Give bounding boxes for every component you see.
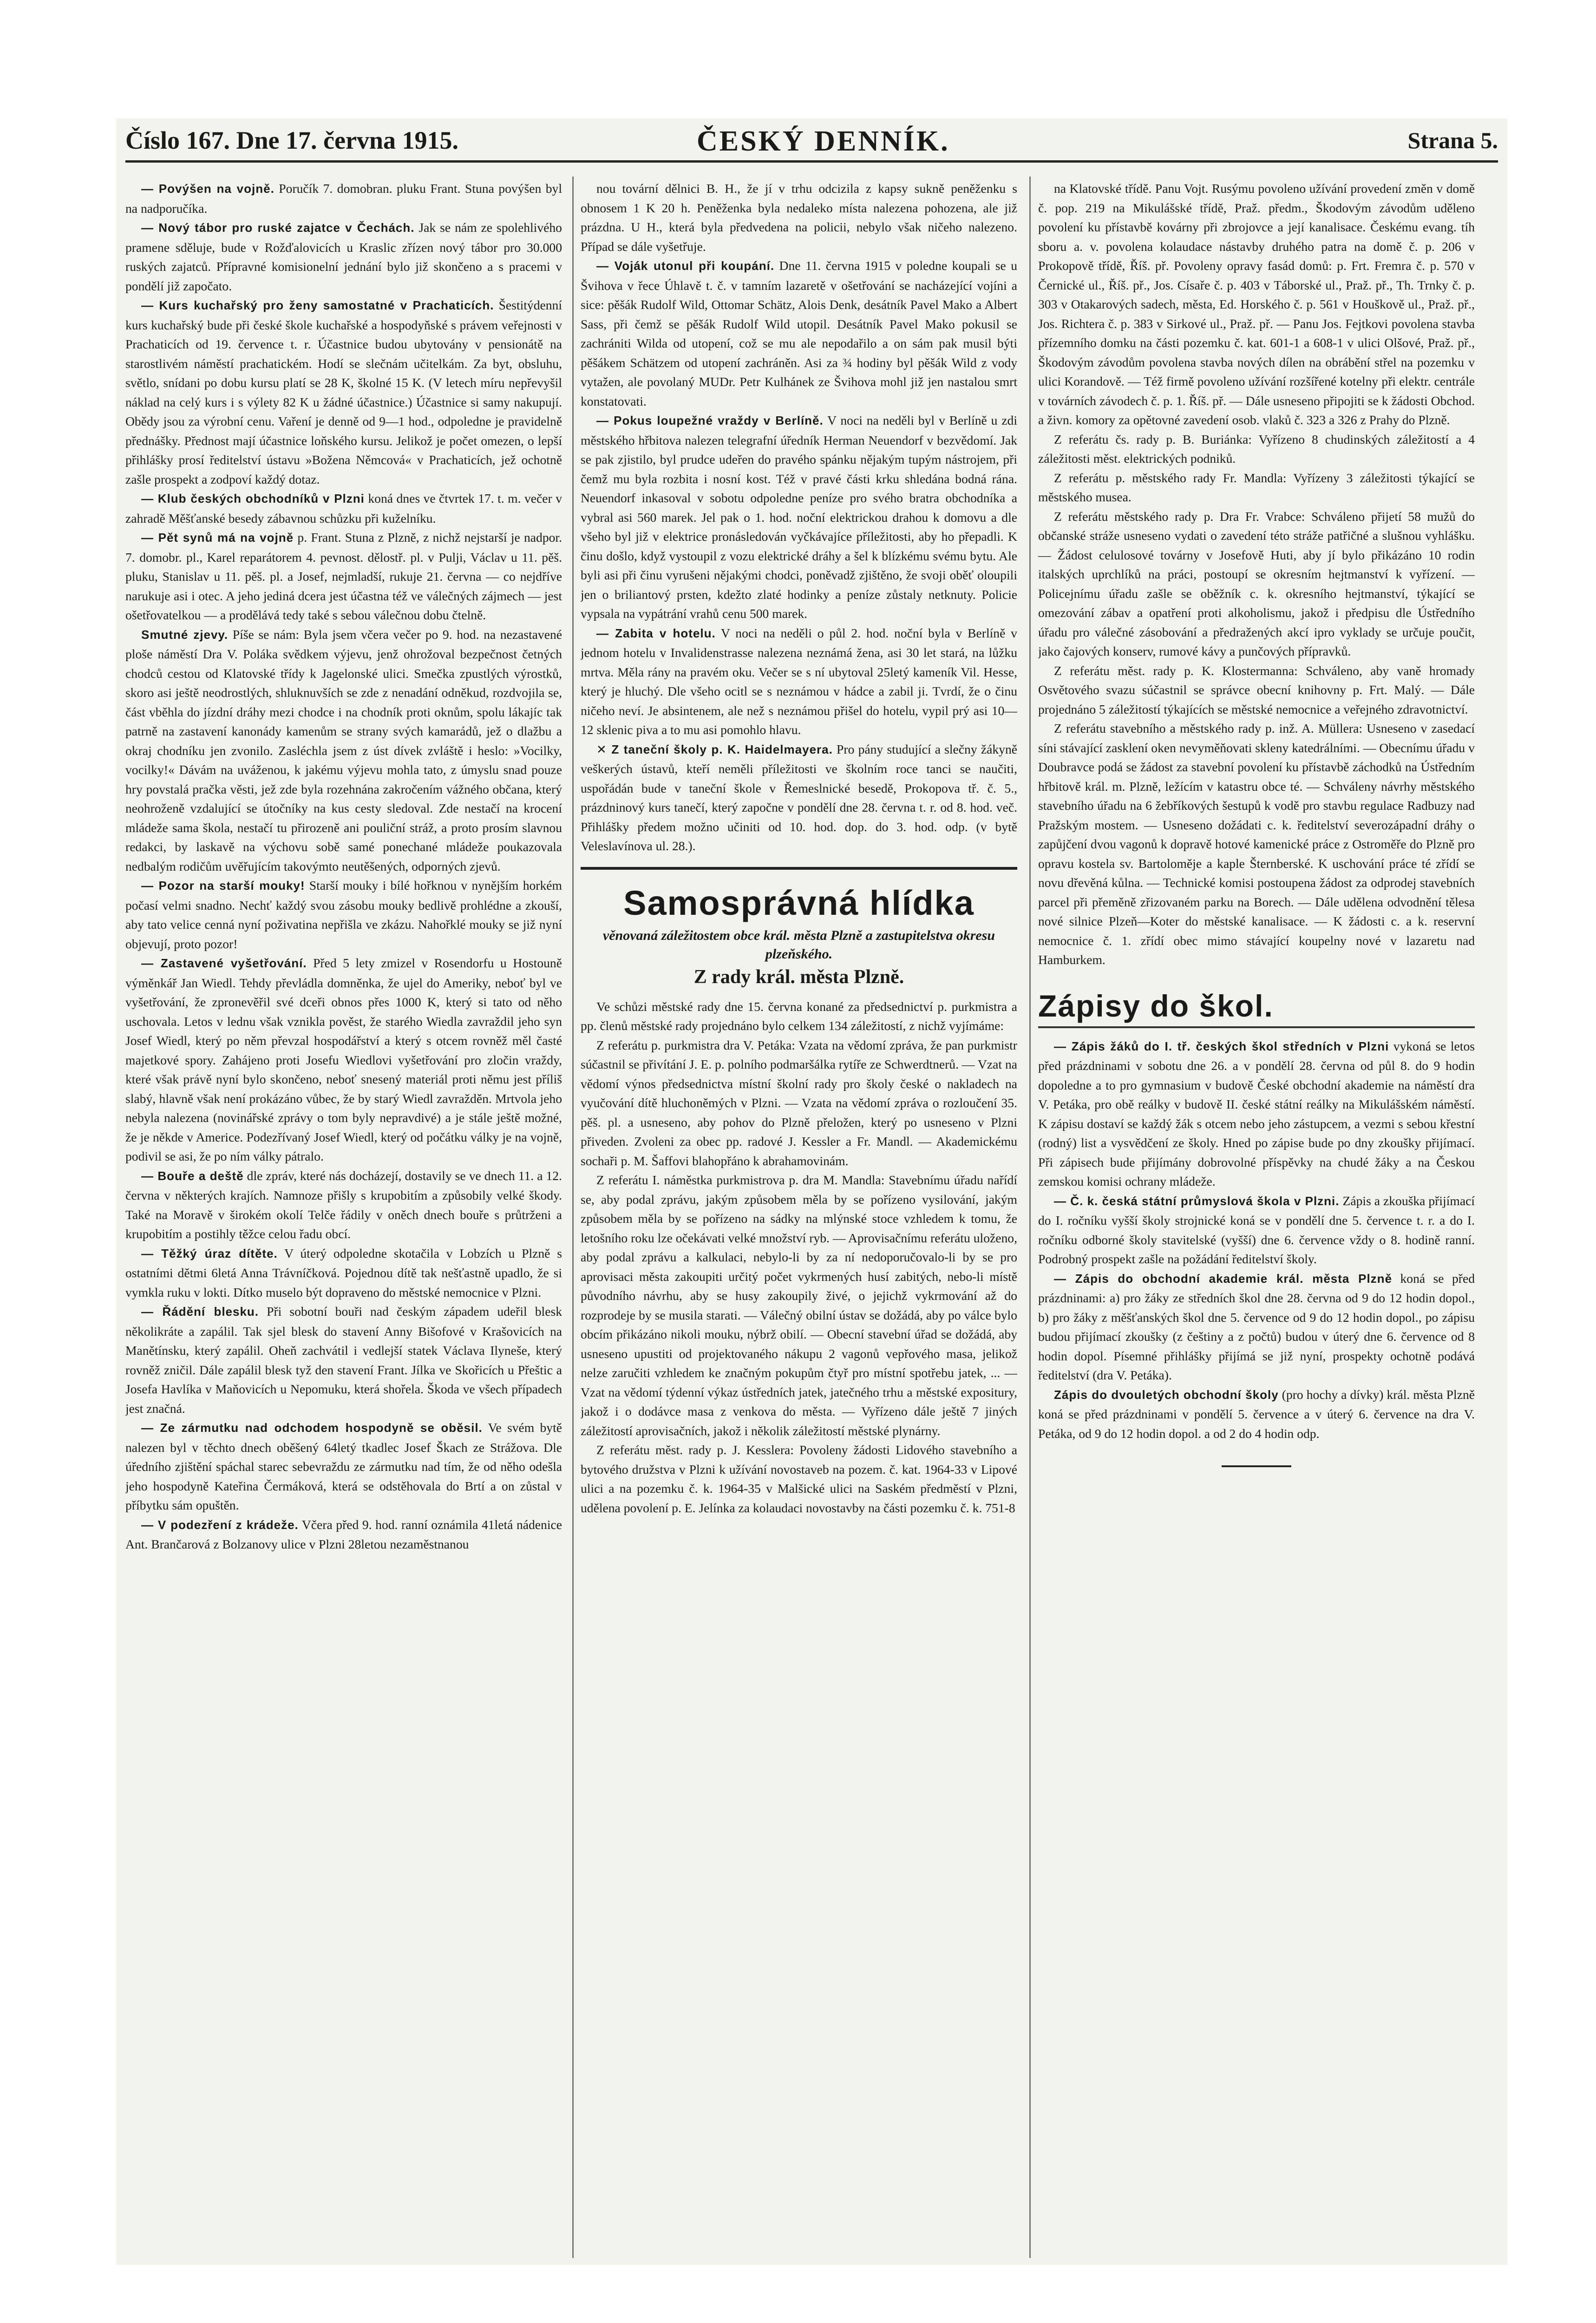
- article-paragraph: [1038, 1385, 1475, 1444]
- article-paragraph: [1038, 1037, 1475, 1191]
- article-text: Z referátu stavebního a městského rady p. inž. A. Müllera: Usneseno v zasedací síni stávající zasklení oken nevyměňovati skleny katedrálními. — Obecnímu úřadu v Doubravce podá se žádost za stavební povolení ku přístavbě záchodků na Ústředním hřbitově král. m. Plzně, ležícím v katastru obce té. — Schváleny návrhy městského stavebního úřadu na 6 žebříkových šestupů k vodě pro stavbu regulace Radbuzy nad Pražským mostem. — Usneseno dožádati c. k. ředitelství severozápadní dráhy o zapůjčení dvou vagonů k dopravě hotové kamenické práce z Ostroměře do Plzně pro opravu kostela sv. Bartoloměje a kaple Šternberské. K uschování práce té zřídí se novu dřevěná kůlna. — Technické komisi postoupena žádost za odprodej stavebních parcel při přeměně zřizovaném parku na Borech. — Dále udělena odvodnění tělesa nové silnice Plzeň—Koter do městské kanalisace. — K žádosti c. a k. reservní nemocnice č. 1. zřídí obec mimo stávající koupelny nové v lazaretu nad Hamburkem.: [1038, 721, 1475, 967]
- article-text: V noci na neděli byl v Berlíně u zdi městského hřbitova nalezen telegrafní úředník Herman Neuendorf v bezvědomí. Jak se pak zjistilo, byl prudce udeřen do pravého spánku nějakým tupým nástrojem, při čemž mu byla rozbita i nosní kost. Též v pravé části krku shledána bodná rána. Neuendorf inkasoval v sobotu odpoledne peníze pro svého bratra obchodníka a vybral asi 560 marek. Jel pak o 1. hod. noční elektrickou drahou k domovu a dle všeho byl již v elektrice pronásledován vyčkávajíce příležitosti, aby ho přepadli. K činu došlo, když vystoupil z vozu elektrické dráhy a šel k blízkému svému bytu. Ale byli asi při činu vyrušeni nějakými chodci, poněvadž zjištěno, že svoji oběť oloupili jen o briliantový prsten, kdežto zlaté hodinky a peníze zůstaly netknuty. Policie vypsala na vypátrání vrahů cenu 500 marek.: [581, 413, 1017, 621]
- article-paragraph: [1038, 507, 1475, 661]
- article-headline: — Těžký úraz dítěte.: [141, 1246, 278, 1260]
- article-paragraph: [581, 1170, 1017, 1440]
- article-text: Ve schůzi městské rady dne 15. června konané za předsednictví p. purkmistra a pp. členů městské rady projednáno bylo celkem 134 záležitostí, z nichž vyjímáme:: [581, 999, 1017, 1033]
- article-text: Z referátu měst. rady p. K. Klostermanna: Schváleno, aby vaně hromady Osvětového svazu súčastnil se správce obecní knihovny p. Frt. Malý. — Dále projednáno 5 záležitostí týkajících se městské nemocnice a veřejného zdravotnictví.: [1038, 663, 1475, 716]
- article-paragraph: [581, 1036, 1017, 1171]
- council-report-continued: [1038, 179, 1475, 970]
- article-text: Ve svém bytě nalezen byl v těchto dnech oběšený 64letý tkadlec Josef Škach ze Strážova. Dle úředního zjištění spáchal starec sebevraždu ze zármutku nad tím, že od něho odešla jeho hospodyně Kateřina Čermáková, která se odstěhovala do Brtí a on zůstal v příbytku sám opuštěn.: [125, 1420, 562, 1512]
- article-text: Poručík 7. domobran. pluku Frant. Stuna povýšen byl na nadporučíka.: [125, 181, 562, 216]
- article-text: Z referátu p. purkmistra dra V. Petáka: Vzata na vědomí zpráva, že pan purkmistr súčastnil se přivítání J. E. p. polního podmaršálka rytíře ze Schwerdtnerů. — Vzat na vědomí výnos předsednictva místní školní rady pro školy české o nakladech na vyučování dítě hluchoněmých v Plzni. — Vzata na vědomí zpráva o rozloučení 35. pěš. pl. a usneseno, aby pohov do Plzně přeložen, který po usneseno v Plzni přiveden. Zvoleni za obec pp. radové J. Kessler a Fr. Mandl. — Akademickému sochaři p. M. Šaffovi blahopřáno k abrahamovinám.: [581, 1037, 1017, 1168]
- article-headline: — Zastavené vyšetřování.: [141, 956, 307, 970]
- article-headline: Zápis do dvouletých obchodní školy: [1054, 1387, 1279, 1402]
- article-paragraph: [1038, 430, 1475, 468]
- article-paragraph: [581, 623, 1017, 740]
- article-paragraph: [125, 218, 562, 295]
- article-text: na Klatovské třídě. Panu Vojt. Rusýmu povoleno užívání provedení změn v domě č. pop. 219 na Mikulášské třídě, Praž. předm., Škodovým závodům uděleno povolení ku přístavbě kovárny při zbrojovce a její kanalisace. Českému evang. tíh sboru a. v. povolena kolaudace nástavby druhého patra na domě č. p. 206 v Prokopově třídě, Říš. př. Povoleny opravy fasád domů: p. Frt. Fremra č. p. 570 v Černické ul., Říš. př., Jos. Císaře č. p. 403 v Táborské ul., Praž. př., Th. Trnky č. p. 303 v Otakarových sadech, města, Ed. Horského č. p. 561 v Houškově ul., Praž. př., Jos. Richtera č. p. 383 v Sirkové ul., Praž. př. — Panu Jos. Fejtkovi povolena stavba přízemního domku na části pozemku č. kat. 601-1 a 608-1 v ulici Olšové, Praž. př., Škodovým závodům povolena stavba nových dílen na obrábění střel na pozemku v ulici Korandově. — Též firmě povoleno užívání rozšířené kotelny při elektr. centrále v továrních závodech č. p. 1. Říš. př. — Dále usneseno připojiti se k žádosti Obchod. a živn. komory za opětovné zavedení osob. vlaků č. 323 a 326 z Prahy do Plzně.: [1038, 181, 1475, 427]
- article-paragraph: [1038, 1191, 1475, 1269]
- article-text: koná dnes ve čtvrtek 17. t. m. večer v zahradě Měšťanské besedy zábavnou schůzku při kuželníku.: [125, 491, 562, 525]
- article-text: Pro pány studující a slečny žákyně veškerých ústavů, kteří neměli příležitosti ve školním roce tanci se naučiti, uspořádán bude v taneční škole v Řemeslnické besedě, Prokopova tř. č. 5., prázdninový kurs tanečí, který započne v pondělí dne 28. června t. r. od 8. hod. več. Přihlášky předem možno učiniti od 10. hod. dop. do 3. hod. odp. (v bytě Veleslavínova ul. 28.).: [581, 742, 1017, 853]
- article-paragraph: [1038, 1269, 1475, 1385]
- column-2: [581, 179, 1017, 2256]
- page-header: [125, 123, 1498, 163]
- article-headline: — Voják utonul při koupání.: [596, 259, 775, 273]
- article-paragraph: [581, 411, 1017, 623]
- article-text: vykoná se letos před prázdninami v sobotu dne 26. a v pondělí 28. června od půl 8. do 9 hodin dopoledne a to pro gymnasium v budově České obchodní akademie na náměstí dra V. Petáka, pro obě reálky v budově II. české státní reálky na Mikulášském náměstí. K zápisu dostaví se každý žák s otcem nebo jeho zástupcem, a vezmi s sebou křestní (rodný) list a vysvědčení ze školy. Hned po zápise bude po dny zkoušky přijímací. Při zápisech bude přijímány dobrovolné příspěvky na chudé žáky a na Českou zemskou komisi ochrany mládeže.: [1038, 1038, 1475, 1188]
- article-text: Z referátu čs. rady p. B. Buriánka: Vyřízeno 8 chudinských záležitostí a 4 záležitosti měst. elektrických podniků.: [1038, 432, 1475, 466]
- article-paragraph: [1038, 661, 1475, 719]
- news-items: [581, 179, 1017, 856]
- article-text: Z referátu I. náměstka purkmistrova p. dra M. Mandla: Stavebnímu úřadu nařídí se, aby podal zprávu, jakým způsobem měla by se pořízeno vysilování, jakým způsobem měla by se pořízeno na sádky na mlýnské stoce vzhledem k tomu, že letošního roku lze očekávati velké množství ryb. — Aprovisačnímu referátu uloženo, aby podal zprávu a kalkulaci, nebylo-li by za ní nedoporučovalo-li by se pro aprovisaci města zakoupiti určitý počet vykrmených husí zabitých, nebo-li místě původního návrhu, aby se husy zakoupily živé, o jejichž vykrmování až do rozprodeje by se musila starati. — Válečný obilní ústav se dožádá, aby po válce bylo obcím přikázáno nikoli mouku, nýbrž obilí. — Obecní stavební úřad se dožádá, aby usneseno upustiti od projektovaného nákupu 2 vagonů vepřového masa, jelikož nelze zaručiti vzhledem ke značným pokupům čtyř pro místní spotřebu jatek, ... — Vzat na vědomí týdenní výkaz ústředních jatek, jatečného trhu a městské expositury, jakož i o dodávce masa z venkova do města. — Vyřízeno dále ještě 7 jiných záležitostí aprovisačních, jakož i několik záležitostí městské plynárny.: [581, 1173, 1017, 1438]
- section-subtitle: věnovaná záležitostem obce král. města Plzně a zastupitelstva okresu plzeňského.: [602, 927, 995, 962]
- column-rule: [572, 177, 574, 2258]
- section-title: Zápisy do škol.: [1038, 985, 1475, 1028]
- article-text: Včera před 9. hod. ranní oznámila 41letá nádenice Ant. Brančarová z Bolzanovy ulice v Plzni 28letou nezaměstnanou: [125, 1517, 562, 1551]
- article-text: Dne 11. června 1915 v poledne koupali se u Švihova v řece Úhlavě t. č. v tamním lazaretě v ošetřování se nacházející vojíni a sice: pěšák Rudolf Wild, Ottomar Schätz, Alois Denk, desátník Pavel Mako a Albert Sass, při čemž se pěšák Rudolf Wild utopil. Desátník Pavel Mako pokusil se zachrániti Wilda od utopení, což se mu ale nepodařilo a on sám pak musil býti pěšákem Schätzem od utopení zachráněn. Asi za ¾ hodiny byl pěšák Wild z vody vytažen, ale povolaný MUDr. Petr Kulhánek ze Švihova mohl již jen nastalou smrt konstatovati.: [581, 258, 1017, 408]
- article-text: Při sobotní bouři nad českým západem udeřil blesk několikráte a zapálil. Tak sjel blesk do stavení Anny Bišofové v Krašovicích na Manětínsku, který zapálil. Oheň zachvátil i vedlejší statek Václava Ilyneše, který rovněž zničil. Dále zapálil blesk tyž den stavení Frant. Jílka ve Skořicích u Přeštic a Josefa Havlíka v Maňovicích u Nepomuku, která shořela. Škoda ve všech případech jest značná.: [125, 1304, 562, 1416]
- article-headline: — Pět synů má na vojně: [141, 531, 294, 545]
- article-paragraph: [125, 1302, 562, 1418]
- article-paragraph: [125, 1244, 562, 1302]
- article-paragraph: [125, 179, 562, 218]
- article-text: Z referátu městského rady p. Dra Fr. Vrabce: Schváleno přijetí 58 mužů do občanské stráže usneseno vydati o zavedení této stráže patřičné a slušnou vyhlášku. — Žádost celulosové továrny v Josefově Huti, aby jí bylo přikázáno 10 rodin italských uprchlíků na práci, postoupí se okresním hejtmanství k vyřízení. — Policejnímu úřadu zašle se oběžník c. k. okresního hejtmanství, týkající se omezování zábav a opatření proti alkoholismu, jakož i předpisu dle Ústředního úřadu pro válečné zásobování a předražených akcí ipro vyklady se určuje poučit, jako čajových konserv, rumové kávy a punčových přípravků.: [1038, 509, 1475, 658]
- section-divider: [581, 867, 1017, 870]
- article-headline: — Kurs kuchařský pro ženy samostatné v Prachaticích.: [141, 298, 494, 312]
- page-number: Strana 5.: [1407, 127, 1498, 153]
- article-text: Z referátu p. městského rady Fr. Mandla: Vyřízeny 3 záležitosti týkající se městského musea.: [1038, 470, 1475, 504]
- article-text: koná se před prázdninami: a) pro žáky ze středních škol dne 28. června od 9 do 12 hodin dopol., b) pro žáky z měšťanských škol dne 5. července od 9 do 12 hodin dopol., po zápisu budou přijímací zkoušky (z češtiny a z počtů) budou v úterý dne 6. července od 8 hodin dopol. Písemné přihlášky přijímá se již nyní, prospekty ochotně podává ředitelství (dra V. Petáka).: [1038, 1271, 1475, 1382]
- article-text: Šestitýdenní kurs kuchařský bude při české škole kuchařské a hospodyňské s právem veřejnosti v Prachaticích od 19. července t. r. Účastnice budou ubytovány v pensionátě na starostlivém náměstí prachatickém. Hodí se slečnám učitelkám. Za byt, obsluhu, světlo, snídani po dobu kursu platí se 28 K, školné 15 K. (V letech míru nepřevyšil náklad na celý kurs i s výlety 82 K u žádné účastnice.) Účastnice si samy nakupují. Obědy jsou za výrobní cenu. Vaření je denně od 9—1 hod., odpoledne je pravidelně přednášky. Přednost mají účastnice loňského kursu. Jelikož je počet omezen, o lepší přihlášky prosí ředitelství ústavu »Božena Němcová« v Prachaticích, jež ochotně zašle prospekt a zodpoví každý dotaz.: [125, 298, 562, 486]
- article-paragraph: [125, 295, 562, 489]
- article-paragraph: [1038, 179, 1475, 430]
- article-text: nou tovární dělnici B. H., že jí v trhu odcizila z kapsy sukně peněženku s obnosem 1 K 20 h. Peněženka byla nedaleko místa nalezena pohozena, ale již prázdna. U H., která byla předvedena na policii, nebylo však ničeho nalezeno. Případ se dále vyšetřuje.: [581, 181, 1017, 254]
- article-headline: — Č. k. česká státní průmyslová škola v Plzni.: [1054, 1194, 1340, 1208]
- article-text: p. Frant. Stuna z Plzně, z nichž nejstarší je nadpor. 7. domobr. pl., Karel reparátorem 4. pevnost. dělostř. pl. v Pulji, Václav u 11. pěš. pluku, Stanislav u 11. pěš. pl. a Josef, nejmladší, rukuje 21. června — co nejdříve narukuje asi i otec. A jeho jediná dcera jest účastna též ve válečných zájmech — jest ošetřovatelkou — a prodělává tedy také s sebou válečnou dobu čtelně.: [125, 530, 562, 622]
- article-paragraph: [1038, 468, 1475, 507]
- article-headline: — Klub českých obchodníků v Plzni: [141, 492, 365, 505]
- column-rule: [1029, 177, 1031, 2258]
- council-report: [581, 997, 1017, 1518]
- article-text: dle zpráv, které nás docházejí, dostavily se ve dnech 11. a 12. června v některých krajích. Namnoze přišly s krupobitím a způsobily velké škody. Také na Moravě v širokém okolí Telče řádily v oněch dnech bouře s průtrženi a krupobitím a postihly těžce celou řadu obcí.: [125, 1168, 562, 1241]
- article-paragraph: [125, 1166, 562, 1244]
- column-3: [1038, 179, 1475, 2256]
- article-paragraph: [125, 953, 562, 1166]
- end-rule: [1038, 1453, 1475, 1473]
- issue-date: Číslo 167. Dne 17. června 1915.: [125, 126, 458, 154]
- article-paragraph: [581, 256, 1017, 411]
- school-enrollment-items: [1038, 1037, 1475, 1444]
- article-headline: — Řádění blesku.: [141, 1305, 259, 1319]
- article-text: Starší mouky i bílé hořknou v nynějším horkém počasí velmi snadno. Nechť každý svou zásobu mouky bedlivě prohlédne a zkouší, aby tato velice cenná nyní poživatina nepřišla ve zkázu. Nahořklé mouky se již nyní objevují, proto pozor!: [125, 878, 562, 951]
- newspaper-title: ČESKÝ DENNÍK.: [697, 125, 950, 157]
- article-headline: — V podezření z krádeže.: [141, 1517, 299, 1532]
- article-text: V úterý odpoledne skotačila v Lobzích u Plzně s ostatními dětmi 6letá Anna Trávníčková. Pojednou dítě tak nešťastně upadlo, že si vymkla ruku v lokti. Dítko muselo být dopraveno do městské nemocnice v Plzni.: [125, 1246, 562, 1299]
- article-text: V noci na neděli o půl 2. hod. noční byla v Berlíně v jednom hotelu v Invalidenstrasse nalezena neznámá žena, asi 30 let stará, na lůžku mrtva. Měla rány na pravém oku. Večer se s ní ubytoval 25letý kameník Vil. Hesse, který je hluchý. Dle všeho ocitl se s neznámou v hádce a zabil ji. Tvrdí, že o činu ničeho neví. Je absintenem, ale než s neznámou přišel do hotelu, vypil prý asi 10—12 sklenic piva a to mu asi pomohlo hlavu.: [581, 625, 1017, 737]
- article-text: Z referátu měst. rady p. J. Kesslera: Povoleny žádosti Lidového stavebního a bytového družstva v Plzni k užívání novostaveb na pozem. č. kat. 1964-33 v Lipové ulici a na pozemku č. k. 1964-35 v Malšické ulici na Saském předměstí v Plzni, udělena povolení p. E. Jelínka za kolaudaci novostavby na části pozemku č. k. 751-8: [581, 1443, 1017, 1515]
- article-paragraph: [1038, 719, 1475, 970]
- article-headline: Smutné zjevy.: [141, 627, 229, 642]
- article-text: Jak se nám ze spolehlivého pramene sděluje, bude v Rožďalovicích u Kraslic zřízen nový tábor pro 30.000 ruských zajatců. Přípravné komisionelní jednání bylo již skončeno a s pracemi v pondělí již započato.: [125, 220, 562, 293]
- article-paragraph: [125, 625, 562, 876]
- newspaper-page: [116, 118, 1507, 2265]
- article-paragraph: [581, 1440, 1017, 1517]
- article-headline: ✕ Z taneční školy p. K. Haidelmayera.: [596, 742, 833, 756]
- section-subheading: Z rady král. města Plzně.: [693, 966, 904, 988]
- article-paragraph: [581, 997, 1017, 1036]
- article-headline: — Zápis žáků do I. tř. českých škol středních v Plzni: [1054, 1039, 1389, 1053]
- article-paragraph: [581, 179, 1017, 256]
- article-headline: — Ze zármutku nad odchodem hospodyně se oběsil.: [141, 1421, 483, 1435]
- column-1: [125, 179, 562, 2256]
- article-headline: — Pozor na starší mouky!: [141, 879, 305, 892]
- article-text: Píše se nám: Byla jsem včera večer po 9. hod. na nezastavené ploše náměstí Dra V. Poláka svědkem výjevu, jenž ohrožoval bezpečnost četných chodců cestou od Klatovské třídy k Jagelonské ulici. Smečka zpustlých výrostků, skoro asi ještě neodrostlých, shluknuvších se zde z nenadání odněkud, rozdvojila se, část vběhla do jízdní dráhy mezi chodce i na chodník proti oknům, spolu lákajíc tak patrně na zastavení kanonády kamenům se strany svých kamarádů, jež o dlažbu a okraj chodníku jen zvonilo. Zasléchla jsem z úst dívek zvláště i heslo: »Vocilky, vocilky!« Dávám na uváženou, k jakému výjevu mohla tato, z úmyslu snad pouze hry povstalá pračka věsti, jež zde byla rozehnána zakročením vážného občana, který neohroženě vzdalující se útočníky na kus cesty sledoval. Zde nestačí na krocení mládeže sama škola, nestačí tu přirozeně ani pouliční stráž, a proto prosím slavnou redakci, by laskavě na výchovu sobě samé ponechané mládeže poukazovala nedbalým rodičům uvěřujícím takovýmto neutěšených, odporných zjevů.: [125, 627, 562, 873]
- article-paragraph: [125, 1418, 562, 1515]
- article-headline: — Povýšen na vojně.: [141, 182, 275, 196]
- article-paragraph: [581, 740, 1017, 856]
- article-headline: — Zápis do obchodní akademie král. města Plzně: [1054, 1271, 1393, 1286]
- article-text: (pro hochy a dívky) král. města Plzně koná se před prázdninami v pondělí 5. července a v úterý 6. července na dra V. Petáka, od 9 do 12 hodin dopol. a od 2 do 4 hodin odp.: [1038, 1387, 1475, 1441]
- article-paragraph: [125, 489, 562, 528]
- article-text: Zápis a zkouška přijímací do I. ročníku vyšší školy strojnické koná se v pondělí dne 5. července t. r. a do I. ročníku odborné školy stavitelské (vyšší) dne 6. července vždy o 8. hodině ranní. Podrobný prospekt zašle na požádání ředitelství školy.: [1038, 1193, 1475, 1266]
- article-paragraph: [125, 876, 562, 953]
- article-headline: — Pokus loupežné vraždy v Berlíně.: [596, 413, 824, 427]
- article-headline: — Bouře a deště: [141, 1168, 244, 1183]
- article-headline: — Nový tábor pro ruské zajatce v Čechách.: [141, 221, 415, 235]
- article-paragraph: [125, 528, 562, 625]
- article-headline: — Zabita v hotelu.: [596, 626, 716, 640]
- article-text: Před 5 lety zmizel v Rosendorfu u Hostouně výměnkář Jan Wiedl. Tehdy převládla domněnka, že ujel do Ameriky, neboť byl ve vyšetřování, že zpronevěřil své dceři obnos přes 1000 K, který si tato od něho uschovala. Letos v lednu však vznikla pověst, že starého Wiedla zavraždil jeho syn Josef Wiedl, který po něm převzal hospodářství a který s otcem rovněž měl časté majetkové spory. Zahájeno proti Josefu Wiedlovi vyšetřování pro zločin vraždy, které však právě nyní bylo skončeno, neboť snesený materiál proti němu jest příliš slabý, hlavně však není prokázáno vůbec, že by starý Wiedl zavražděn. Mrtvola jeho nebyla nalezena (novinářské zprávy o tom byly nepravdivé) a je stále ještě možné, že je někde v Americe. Podezřívaný Josef Wiedl, který od počátku války je na vojně, podivil se asi, že po ním války pátralo.: [125, 956, 562, 1163]
- article-paragraph: [125, 1515, 562, 1554]
- section-title: Samosprávná hlídka: [623, 883, 975, 922]
